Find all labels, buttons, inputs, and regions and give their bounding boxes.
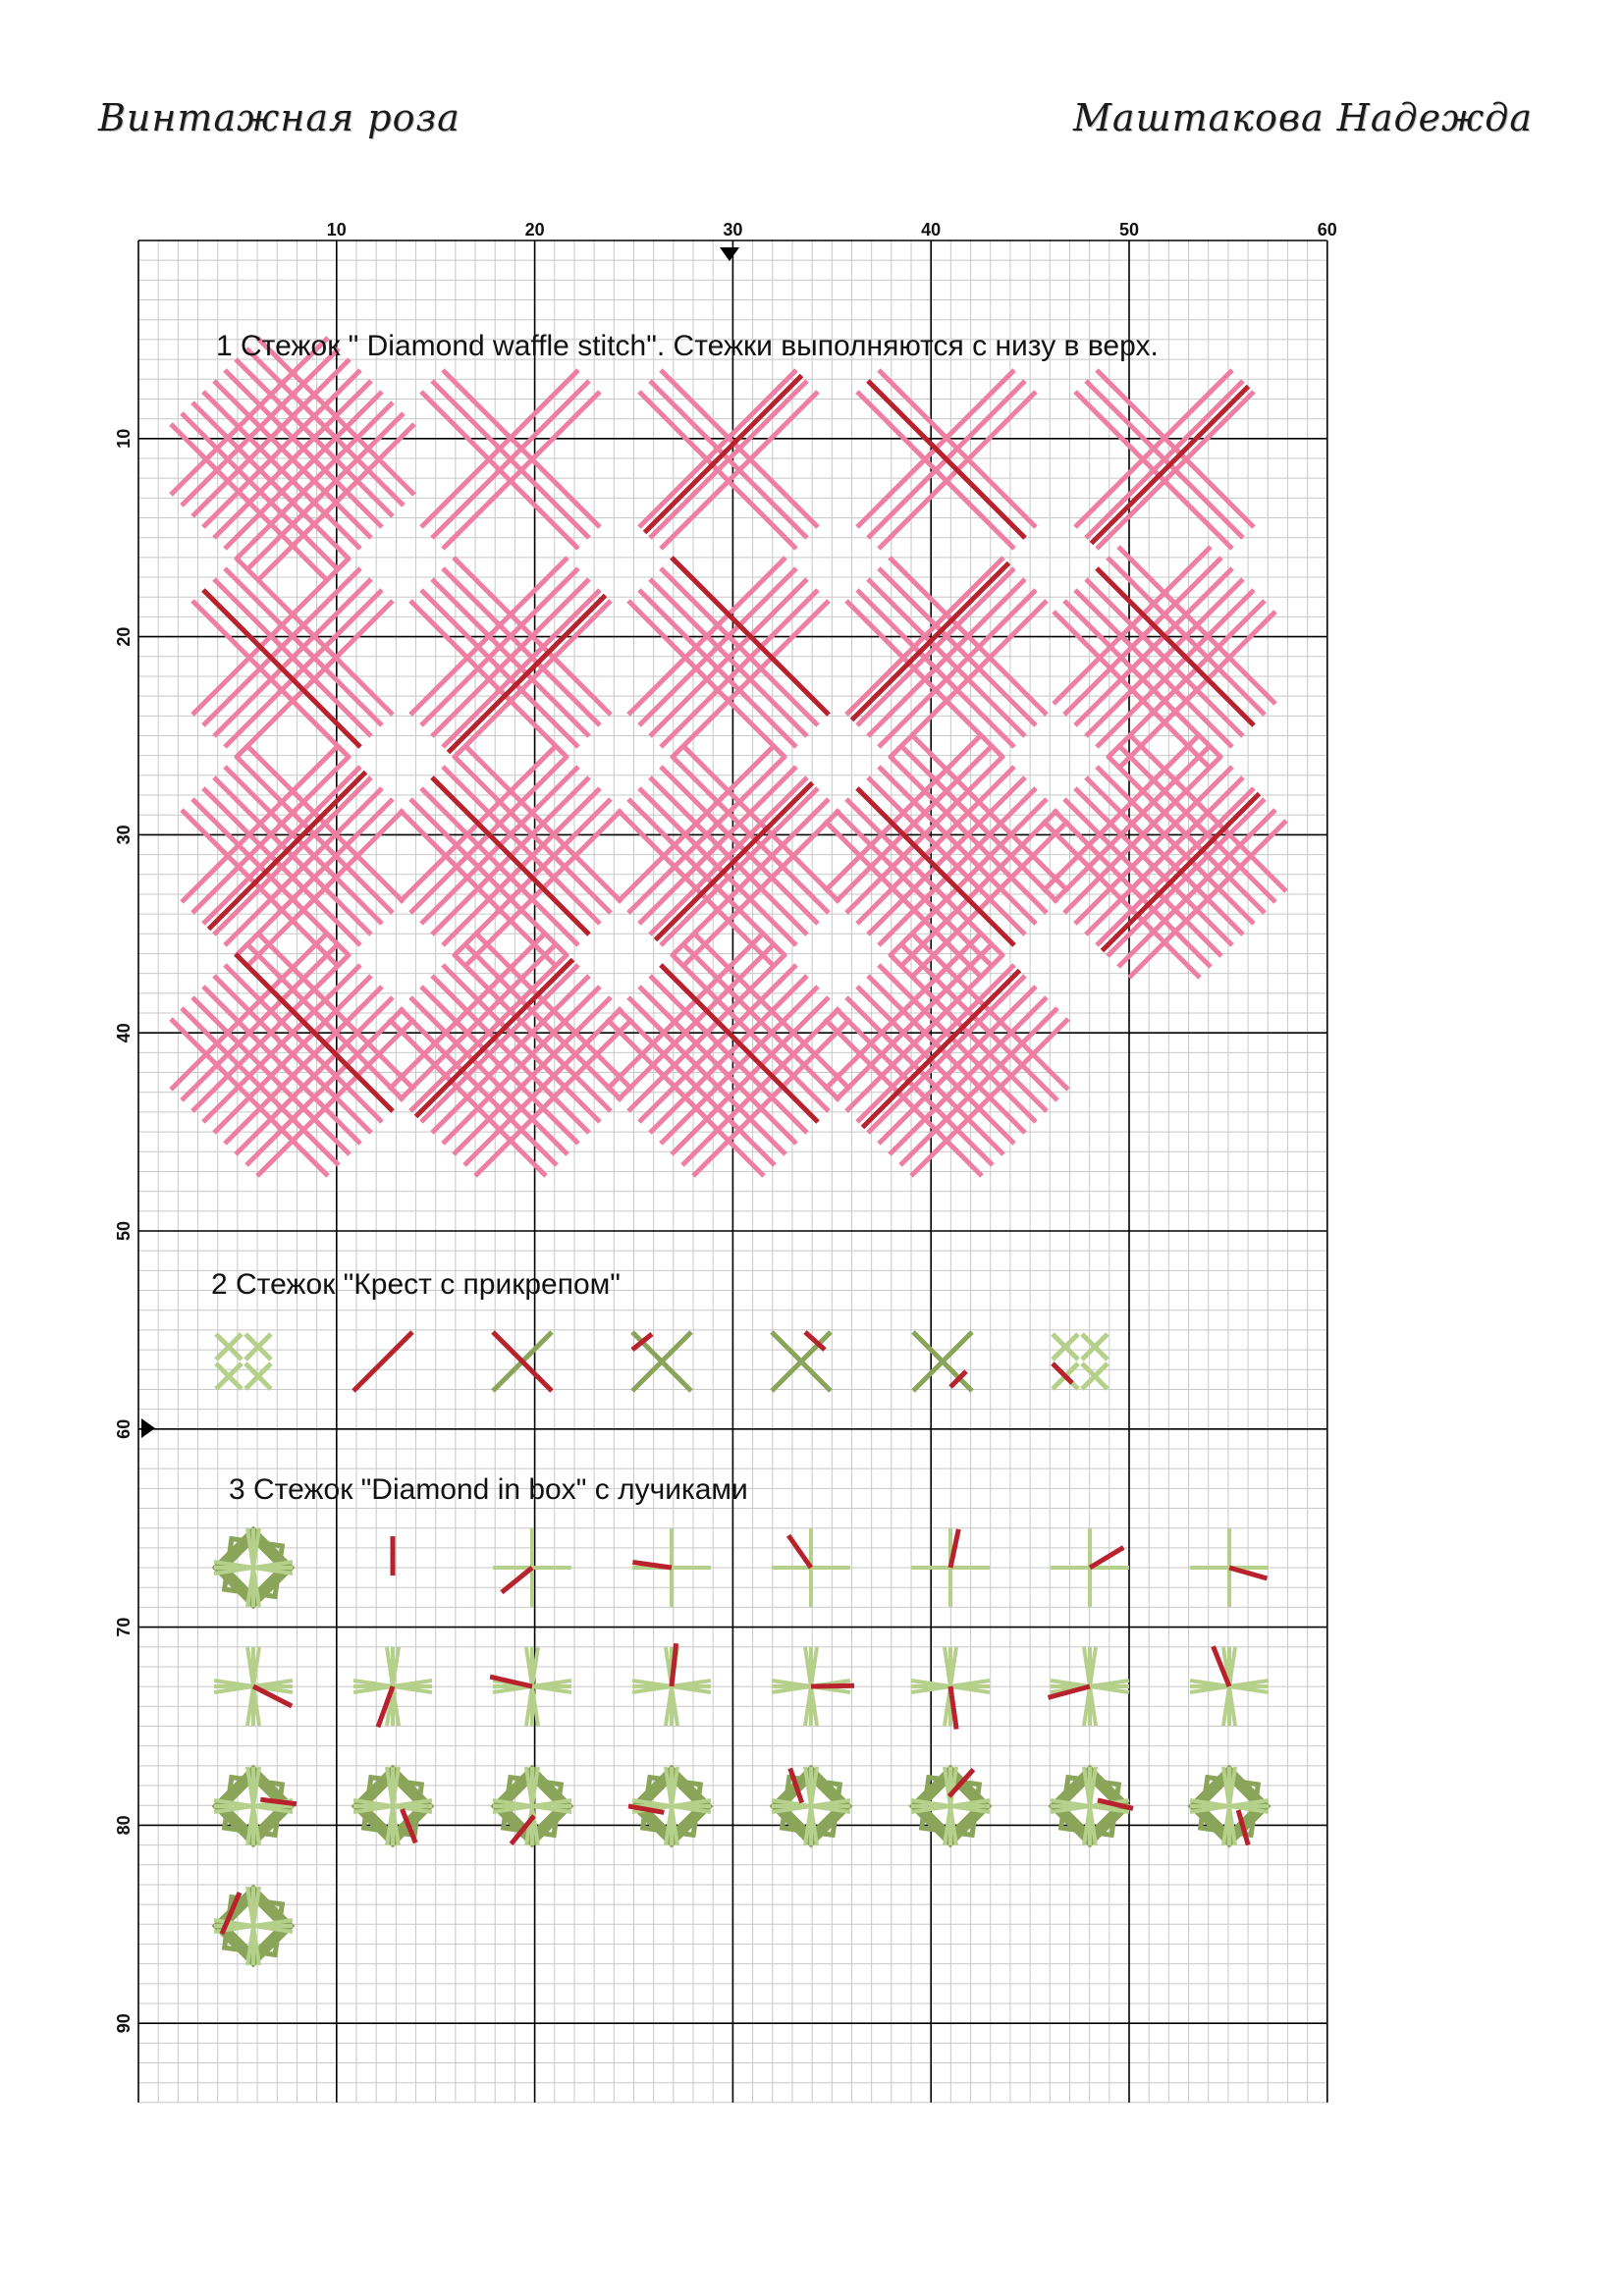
diamond-box-step [772, 1767, 850, 1845]
waffle-step [825, 933, 1068, 1176]
diamond-box-step [493, 1528, 571, 1607]
waffle-step [1043, 734, 1286, 978]
diamond-box-step [1190, 1767, 1269, 1845]
diamond-box-step [493, 1767, 571, 1845]
waffle-step [421, 370, 600, 549]
waffle-step [1075, 370, 1254, 549]
tie-step [493, 1332, 552, 1391]
section-1-title: 1 Стежок " Diamond waffle stitch". Стежки выполняются с низу в верх. [216, 330, 1159, 362]
diamond-box-step [1190, 1646, 1269, 1726]
tie-step [1053, 1334, 1108, 1389]
waffle-step [410, 558, 611, 758]
y-axis-tick-label: 50 [114, 1220, 134, 1242]
tie-step [632, 1332, 691, 1391]
y-axis-tick-label: 40 [114, 1023, 134, 1043]
x-axis-tick-label: 30 [723, 220, 743, 240]
diamond-box-step [911, 1528, 990, 1607]
section-3-title: 3 Стежок "Diamond in box" с лучиками [229, 1473, 748, 1506]
waffle-step [639, 370, 818, 549]
diamond-box-step [628, 1767, 711, 1845]
diamond-box-step [490, 1647, 571, 1726]
diamond-box-step [1190, 1528, 1269, 1607]
current-stitch [502, 1568, 532, 1592]
diamond-box-step [911, 1767, 990, 1845]
x-axis-tick-label: 40 [921, 220, 942, 240]
current-stitch [811, 1685, 854, 1686]
tie-step [353, 1332, 412, 1391]
tie-step [772, 1332, 831, 1391]
diamond-box-step [632, 1643, 711, 1726]
current-stitch [1090, 1547, 1123, 1568]
waffle-step [171, 933, 414, 1176]
waffle-step [171, 338, 414, 581]
diamond-box-step [214, 1528, 293, 1607]
waffle-step [846, 558, 1047, 758]
diamond-waffle-stitch-steps [171, 338, 1286, 1176]
pattern-title: Винтажная роза [98, 96, 460, 139]
diamond-box-step [214, 1887, 293, 1965]
tie-step [913, 1332, 972, 1391]
waffle-step [192, 558, 393, 758]
y-axis-tick-label: 30 [114, 825, 134, 845]
left-center-marker-icon [141, 1418, 155, 1438]
y-axis-tick-label: 10 [114, 428, 134, 449]
diamond-box-step [1051, 1528, 1129, 1607]
diamond-box-step [214, 1647, 293, 1726]
section-2-title: 2 Стежок "Крест с прикрепом" [211, 1268, 621, 1301]
diamond-in-box-stitch-steps [214, 1528, 1269, 1965]
waffle-step [607, 933, 850, 1176]
diamond-box-step [353, 1647, 432, 1727]
diamond-box-step [1051, 1767, 1133, 1845]
diamond-box-step [353, 1767, 432, 1845]
waffle-step [857, 370, 1036, 549]
x-axis-tick-label: 10 [326, 220, 347, 240]
y-axis-tick-label: 60 [114, 1418, 134, 1439]
author-name: Маштакова Надежда [1073, 96, 1533, 139]
top-center-marker-icon [720, 247, 739, 261]
diamond-box-step [214, 1767, 297, 1845]
diamond-box-step [911, 1647, 990, 1730]
y-axis-tick-label: 80 [114, 1815, 134, 1836]
diamond-box-step [632, 1528, 711, 1607]
diamond-box-step [1048, 1647, 1129, 1726]
x-axis-tick-label: 50 [1118, 220, 1140, 240]
waffle-step [389, 933, 632, 1176]
y-axis-tick-label: 20 [114, 626, 134, 647]
y-axis-tick-label: 70 [114, 1617, 134, 1637]
x-axis-tick-label: 60 [1317, 220, 1337, 240]
waffle-step [825, 734, 1068, 978]
diamond-box-step [772, 1528, 850, 1607]
waffle-step [628, 558, 829, 758]
tie-step [216, 1334, 271, 1389]
current-stitch [353, 1332, 412, 1391]
x-axis-tick-label: 20 [524, 220, 545, 240]
cross-with-tie-stitch-steps [216, 1332, 1108, 1391]
diamond-box-step [772, 1647, 854, 1726]
y-axis-tick-label: 90 [114, 2013, 134, 2034]
